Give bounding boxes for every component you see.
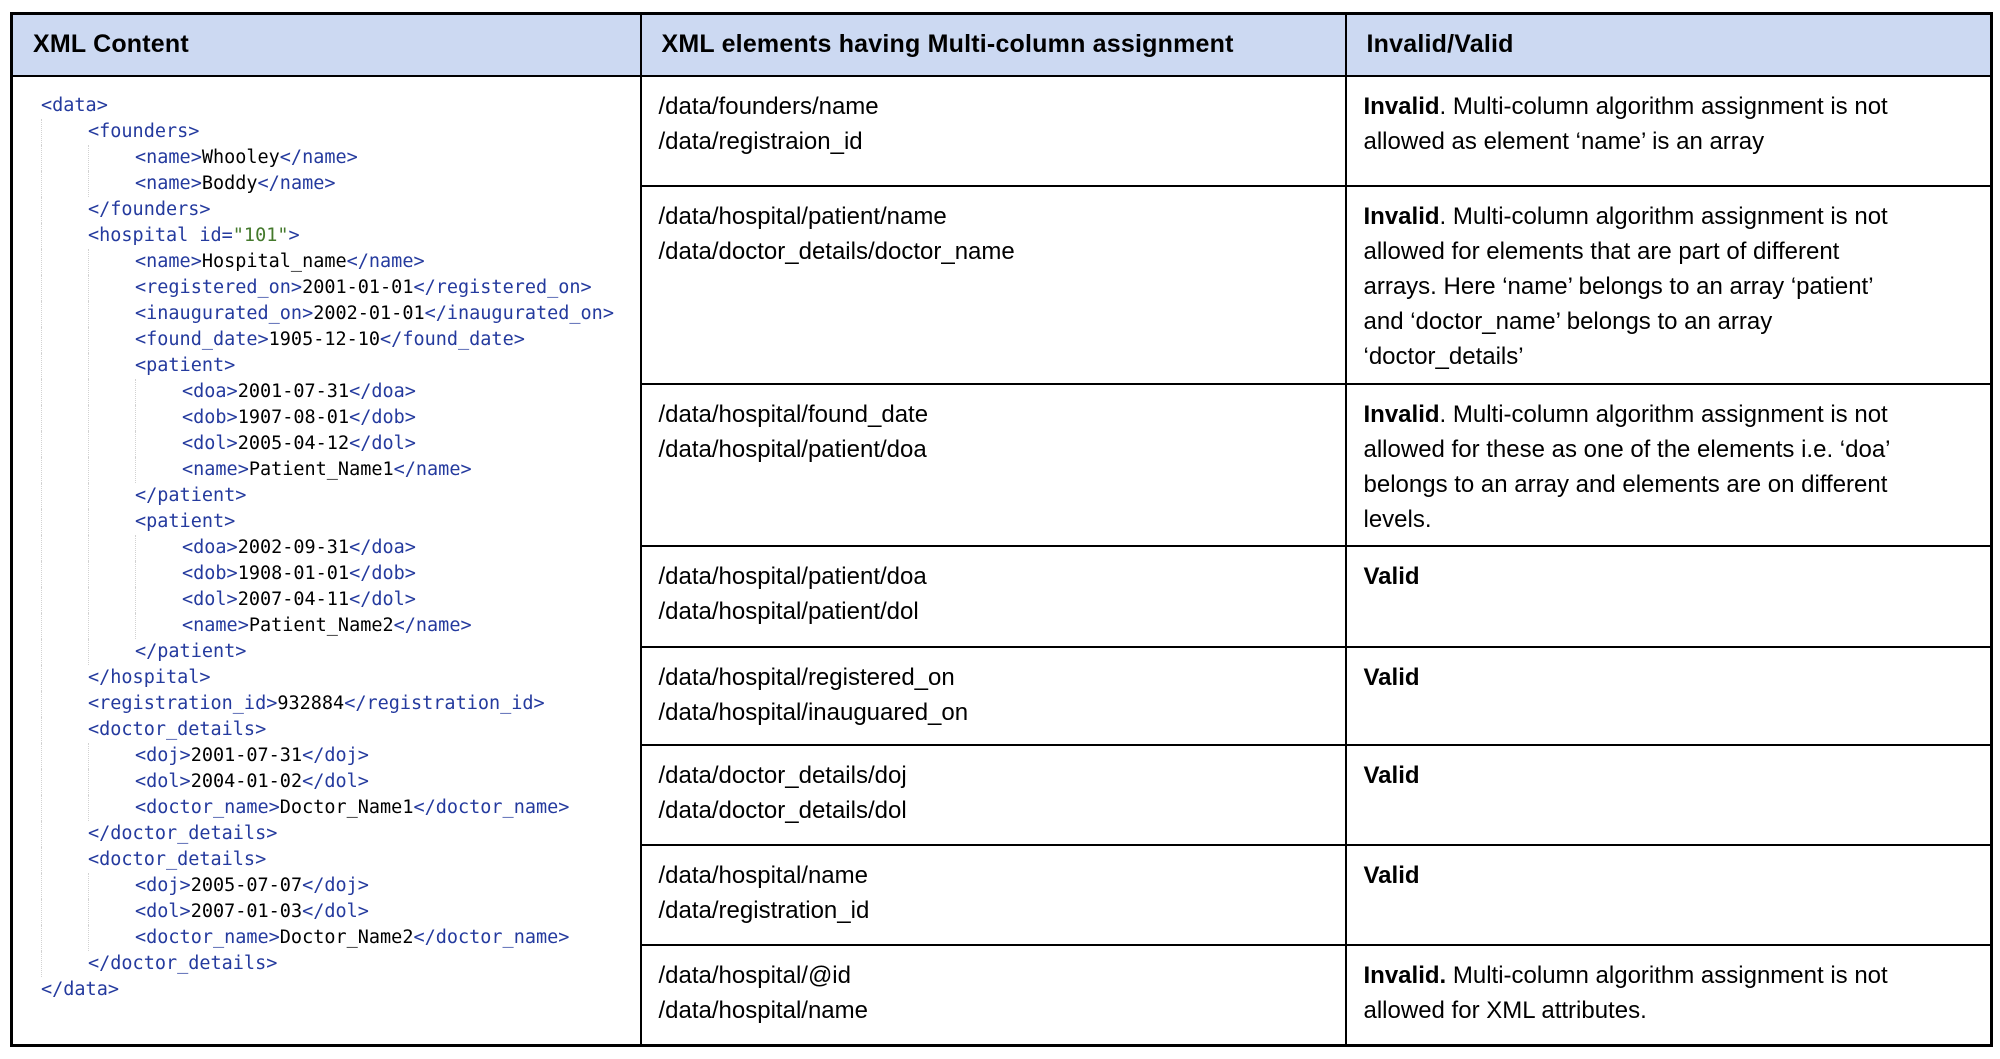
indent-guide [41, 795, 88, 821]
indent-guide [41, 925, 88, 951]
xml-tag: <doctor_name> [135, 796, 280, 818]
indent-guide [135, 457, 182, 483]
xml-text-value: 2005-04-12 [237, 432, 350, 454]
indent-guide [41, 301, 88, 327]
xml-text-value: Boddy [201, 172, 258, 194]
indent-guide [41, 171, 88, 197]
xml-code-line [41, 405, 634, 431]
xml-code-line [41, 717, 634, 743]
indent-guide [135, 613, 182, 639]
xpath-line: /data/hospital/found_date [658, 400, 929, 428]
xml-text-value: Hospital_name [201, 250, 347, 272]
xpath-cell [641, 186, 1346, 384]
xml-tag: <patient> [135, 510, 236, 532]
indent-guide [88, 769, 135, 795]
xml-code-line [41, 249, 634, 275]
xpath-line: /data/registration_id [658, 896, 870, 924]
xml-text-value: Patient_Name1 [248, 458, 394, 480]
xml-tag: </data> [41, 978, 119, 1000]
indent-guide [88, 925, 135, 951]
indent-guide [41, 821, 88, 847]
indent-guide [88, 587, 135, 613]
xml-text-value: 2002-09-31 [237, 536, 350, 558]
xml-code-block [41, 93, 634, 1003]
indent-guide [41, 899, 88, 925]
xml-tag: <dol> [182, 588, 238, 610]
xml-text-value: Doctor_Name1 [279, 796, 414, 818]
xml-tag: > [288, 224, 300, 246]
xml-code-line [41, 275, 634, 301]
xml-text-value: 1908-01-01 [237, 562, 350, 584]
indent-guide [88, 535, 135, 561]
indent-guide [41, 327, 88, 353]
xpath-cell [641, 845, 1346, 945]
indent-guide [88, 171, 135, 197]
xml-code-line [41, 171, 634, 197]
xpath-line: /data/registraion_id [658, 127, 863, 155]
xml-code-line [41, 327, 634, 353]
indent-guide [88, 405, 135, 431]
xpath-line: /data/hospital/patient/dol [658, 597, 919, 625]
xml-tag: <dob> [182, 406, 238, 428]
indent-guide [41, 847, 88, 873]
verdict-label: Invalid [1363, 202, 1440, 230]
indent-guide [41, 145, 88, 171]
indent-guide [88, 431, 135, 457]
xml-tag: </found_date> [380, 328, 525, 350]
verdict-cell [1346, 845, 1992, 945]
xml-tag: <doctor_details> [88, 718, 267, 740]
xml-code-line [41, 93, 634, 119]
indent-guide [41, 873, 88, 899]
header-multicolumn-elements: XML elements having Multi-column assignment [641, 14, 1346, 76]
xml-text-value: 2001-07-31 [190, 744, 303, 766]
xpath-cell [641, 546, 1346, 647]
xml-code-line [41, 457, 634, 483]
xml-tag: </dob> [349, 406, 416, 428]
xml-code-line [41, 769, 634, 795]
indent-guide [88, 613, 135, 639]
xml-tag: <dol> [135, 900, 191, 922]
xml-tag: </dol> [349, 588, 416, 610]
xml-code-line [41, 587, 634, 613]
indent-guide [41, 951, 88, 977]
indent-guide [41, 119, 88, 145]
header-invalid-valid: Invalid/Valid [1346, 14, 1992, 76]
xml-tag: </doctor_name> [413, 796, 570, 818]
indent-guide [88, 509, 135, 535]
indent-guide [88, 327, 135, 353]
verdict-explanation: . Multi-column algorithm assignment is not allowed for elements that are part of different arrays. Here ‘name’ belongs to an array ‘patient’ and ‘doctor_name’ belongs to an array ‘doctor_details’ [1363, 202, 1888, 370]
xpath-cell [641, 384, 1346, 546]
indent-guide [41, 483, 88, 509]
xml-tag: <doa> [182, 536, 238, 558]
xml-tag: </doa> [349, 380, 416, 402]
xml-code-line [41, 821, 634, 847]
xpath-line: /data/hospital/name [658, 996, 868, 1024]
xml-text-value: 2004-01-02 [190, 770, 303, 792]
xpath-line: /data/hospital/@id [658, 961, 851, 989]
indent-guide [88, 379, 135, 405]
xml-tag: </dol> [349, 432, 416, 454]
verdict-explanation: . Multi-column algorithm assignment is not allowed for these as one of the elements i.e. ‘doa’ belongs to an array and elements are on different levels. [1363, 400, 1890, 533]
indent-guide [135, 587, 182, 613]
indent-guide [88, 275, 135, 301]
indent-guide [135, 405, 182, 431]
xml-tag: </hospital> [88, 666, 211, 688]
xml-tag: </name> [346, 250, 425, 272]
xpath-cell [641, 945, 1346, 1046]
xml-tag: </dob> [349, 562, 416, 584]
xml-text-value: 932884 [277, 692, 345, 714]
xml-code-line [41, 899, 634, 925]
xml-tag: <doctor_name> [135, 926, 280, 948]
xml-tag: </name> [393, 614, 472, 636]
table-row [12, 76, 1992, 186]
verdict-cell [1346, 647, 1992, 745]
xml-tag: <name> [135, 172, 202, 194]
xml-tag: <dob> [182, 562, 238, 584]
indent-guide [41, 431, 88, 457]
xml-text-value: 2007-04-11 [237, 588, 350, 610]
xml-code-line [41, 743, 634, 769]
indent-guide [88, 249, 135, 275]
xml-tag: </name> [393, 458, 472, 480]
xml-tag: </doctor_details> [88, 822, 278, 844]
xpath-line: /data/doctor_details/doctor_name [658, 237, 1015, 265]
indent-guide [88, 561, 135, 587]
xml-text-value: 1905-12-10 [268, 328, 381, 350]
xml-tag: </patient> [135, 484, 247, 506]
xml-text-value: 2002-01-01 [313, 302, 425, 324]
indent-guide [41, 197, 88, 223]
xml-content-cell [12, 76, 641, 1046]
xpath-cell [641, 647, 1346, 745]
xml-code-line [41, 119, 634, 145]
xml-tag: <founders> [88, 120, 200, 142]
xml-tag: <doa> [182, 380, 238, 402]
xml-tag: <found_date> [135, 328, 269, 350]
xml-tag: <dol> [182, 432, 238, 454]
indent-guide [41, 665, 88, 691]
indent-guide [41, 613, 88, 639]
xpath-line: /data/hospital/patient/name [658, 202, 947, 230]
xml-code-line [41, 847, 634, 873]
verdict-label: Invalid. [1363, 961, 1447, 989]
xml-tag: </doj> [302, 874, 369, 896]
xpath-line: /data/founders/name [658, 92, 879, 120]
xml-code-line [41, 379, 634, 405]
xml-text-value: Doctor_Name2 [279, 926, 414, 948]
indent-guide [41, 769, 88, 795]
indent-guide [135, 535, 182, 561]
indent-guide [41, 353, 88, 379]
xml-tag: <patient> [135, 354, 236, 376]
verdict-label: Invalid [1363, 400, 1440, 428]
xml-tag: <doctor_details> [88, 848, 267, 870]
xml-tag: </name> [279, 146, 358, 168]
verdict-label: Invalid [1363, 92, 1440, 120]
xml-tag: <name> [182, 458, 249, 480]
indent-guide [41, 223, 88, 249]
xml-code-line [41, 925, 634, 951]
indent-guide [135, 561, 182, 587]
xml-code-line [41, 951, 634, 977]
xml-tag: <name> [135, 146, 202, 168]
xml-tag: </patient> [135, 640, 247, 662]
xml-text-value: 2007-01-03 [190, 900, 303, 922]
xml-tag: </dol> [302, 900, 369, 922]
xml-code-line [41, 561, 634, 587]
xml-text-value: 2001-07-31 [237, 380, 350, 402]
xpath-line: /data/hospital/patient/doa [658, 435, 927, 463]
indent-guide [88, 795, 135, 821]
xml-text-value: Whooley [201, 146, 280, 168]
xml-tag: </inaugurated_on> [424, 302, 614, 324]
xml-text-value: Patient_Name2 [248, 614, 394, 636]
indent-guide [88, 457, 135, 483]
indent-guide [41, 275, 88, 301]
indent-guide [41, 691, 88, 717]
xpath-line: /data/hospital/registered_on [658, 663, 955, 691]
xml-tag: </doj> [302, 744, 369, 766]
verdict-cell [1346, 186, 1992, 384]
xml-text-value: 2005-07-07 [190, 874, 303, 896]
xml-tag: </name> [257, 172, 336, 194]
verdict-label: Valid [1363, 861, 1420, 889]
indent-guide [88, 899, 135, 925]
xml-code-line [41, 977, 634, 1003]
xpath-line: /data/doctor_details/dol [658, 796, 907, 824]
xml-tag: <inaugurated_on> [135, 302, 314, 324]
verdict-cell [1346, 384, 1992, 546]
verdict-explanation: . Multi-column algorithm assignment is not allowed as element ‘name’ is an array [1363, 92, 1888, 155]
indent-guide [88, 353, 135, 379]
header-xml-content: XML Content [12, 14, 641, 76]
xpath-line: /data/hospital/patient/doa [658, 562, 927, 590]
xpath-line: /data/hospital/inauguared_on [658, 698, 969, 726]
xpath-cell [641, 76, 1346, 186]
xml-tag: </registered_on> [413, 276, 592, 298]
indent-guide [41, 249, 88, 275]
xml-code-line [41, 223, 634, 249]
xml-tag: <hospital id= [88, 224, 233, 246]
xpath-line: /data/doctor_details/doj [658, 761, 907, 789]
xml-code-line [41, 197, 634, 223]
indent-guide [41, 587, 88, 613]
xml-code-line [41, 795, 634, 821]
xml-tag: </registration_id> [344, 692, 545, 714]
indent-guide [41, 405, 88, 431]
xml-code-line [41, 613, 634, 639]
xml-code-line [41, 535, 634, 561]
xml-code-line [41, 639, 634, 665]
xml-tag: </founders> [88, 198, 211, 220]
xml-text-value: 2001-01-01 [302, 276, 414, 298]
xml-code-line [41, 431, 634, 457]
xml-tag: <doj> [135, 874, 191, 896]
xml-code-line [41, 691, 634, 717]
xml-attribute-value: "101" [232, 224, 289, 246]
indent-guide [41, 743, 88, 769]
xml-code-line [41, 509, 634, 535]
verdict-explanation: Multi-column algorithm assignment is not allowed for XML attributes. [1363, 961, 1888, 1024]
xml-tag: <dol> [135, 770, 191, 792]
xml-code-line [41, 873, 634, 899]
verdict-cell [1346, 546, 1992, 647]
xml-tag: </doa> [349, 536, 416, 558]
xml-tag: </dol> [302, 770, 369, 792]
xml-tag: <doj> [135, 744, 191, 766]
verdict-cell [1346, 745, 1992, 845]
indent-guide [41, 561, 88, 587]
xpath-line: /data/hospital/name [658, 861, 868, 889]
xml-tag: <name> [135, 250, 202, 272]
header-row [12, 14, 1992, 76]
indent-guide [41, 457, 88, 483]
xml-tag: <registration_id> [88, 692, 278, 714]
xml-tag: </doctor_name> [413, 926, 570, 948]
indent-guide [88, 145, 135, 171]
verdict-cell [1346, 76, 1992, 186]
indent-guide [88, 301, 135, 327]
indent-guide [88, 873, 135, 899]
xml-tag: </doctor_details> [88, 952, 278, 974]
xml-code-line [41, 301, 634, 327]
xml-code-line [41, 353, 634, 379]
indent-guide [41, 379, 88, 405]
indent-guide [41, 639, 88, 665]
verdict-cell [1346, 945, 1992, 1046]
xml-code-line [41, 665, 634, 691]
xml-tag: <data> [41, 94, 108, 116]
multicolumn-validation-table [10, 12, 1993, 1047]
indent-guide [88, 483, 135, 509]
indent-guide [41, 717, 88, 743]
xml-code-line [41, 483, 634, 509]
verdict-label: Valid [1363, 761, 1420, 789]
indent-guide [88, 743, 135, 769]
indent-guide [41, 509, 88, 535]
xml-code-line [41, 145, 634, 171]
indent-guide [135, 431, 182, 457]
verdict-label: Valid [1363, 562, 1420, 590]
verdict-label: Valid [1363, 663, 1420, 691]
indent-guide [88, 639, 135, 665]
xpath-cell [641, 745, 1346, 845]
xml-text-value: 1907-08-01 [237, 406, 350, 428]
indent-guide [41, 535, 88, 561]
xml-tag: <name> [182, 614, 249, 636]
indent-guide [135, 379, 182, 405]
xml-tag: <registered_on> [135, 276, 303, 298]
